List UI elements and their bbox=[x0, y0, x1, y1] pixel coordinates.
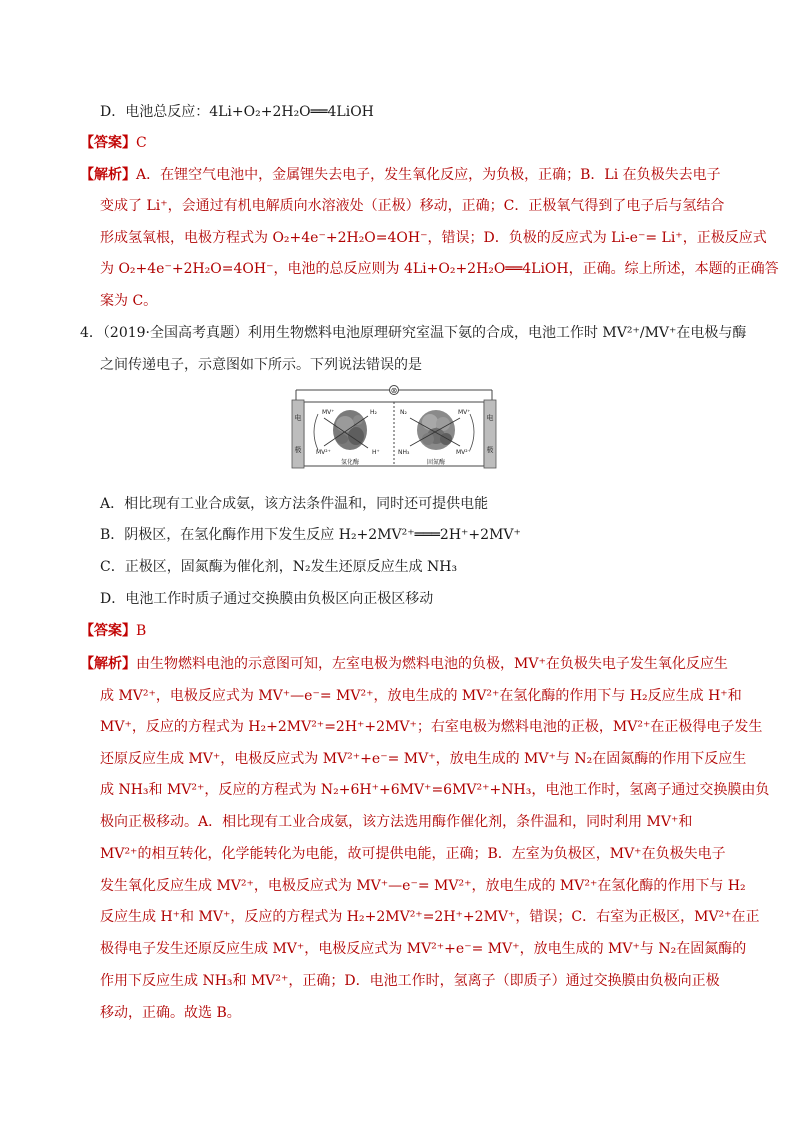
species-label: H⁺ bbox=[372, 449, 380, 456]
electrode-char: 极 bbox=[294, 446, 302, 454]
analysis-line: 作用下反应生成 NH₃和 MV²⁺，正确；D．电池工作时，氢离子（即质子）通过交换膜由负极向正极 bbox=[100, 973, 720, 989]
right-electrode bbox=[484, 400, 496, 468]
analysis-line: MV²⁺的相互转化，化学能转化为电能，故可提供电能，正确；B．左室为负极区，MV⁺在负极失电子 bbox=[100, 846, 726, 862]
q3-answer bbox=[80, 133, 147, 153]
q4-answer bbox=[80, 621, 146, 641]
analysis-line: 反应生成 H⁺和 MV⁺，反应的方程式为 H₂+2MV²⁺=2H⁺+2MV⁺，错误；C．右室为正极区，MV²⁺在正 bbox=[100, 909, 760, 925]
enzyme-label: 氢化酶 bbox=[340, 459, 360, 466]
analysis-line: 由生物燃料电池的示意图可知，左室电极为燃料电池的负极，MV⁺在负极失电子发生氧化反应生 bbox=[136, 656, 728, 672]
analysis-line: 形成氢氧根，电极方程式为 O₂+4e⁻+2H₂O=4OH⁻，错误；D．负极的反应式为 Li-e⁻= Li⁺，正极反应式 bbox=[100, 230, 767, 246]
species-label: MV²⁺ bbox=[456, 449, 471, 456]
q4-option-b: B．阴极区，在氢化酶作用下发生反应 H₂+2MV²⁺═══2H⁺+2MV⁺ bbox=[100, 527, 521, 543]
meter-symbol: ⊗ bbox=[390, 386, 398, 395]
analysis-line: 成 NH₃和 MV²⁺，反应的方程式为 N₂+6H⁺+6MV⁺=6MV²⁺+NH₃，电池工作时，氢离子通过交换膜由负 bbox=[100, 782, 770, 798]
q4-option-a: A．相比现有工业合成氨，该方法条件温和，同时还可提供电能 bbox=[100, 496, 489, 512]
q4-option-c: C．正极区，固氮酶为催化剂，N₂发生还原反应生成 NH₃ bbox=[100, 559, 458, 575]
fuel-cell-diagram bbox=[290, 384, 498, 472]
q3-analysis bbox=[80, 165, 721, 185]
electrode-char: 电 bbox=[294, 414, 302, 422]
answer-value: B bbox=[136, 623, 147, 639]
q4-option-d: D．电池工作时质子通过交换膜由负极区向正极区移动 bbox=[100, 591, 434, 607]
analysis-tag: 【解析】 bbox=[80, 167, 136, 183]
q4-analysis bbox=[80, 654, 728, 674]
analysis-line: 移动，正确。故选 B。 bbox=[100, 1005, 241, 1021]
left-electrode bbox=[292, 400, 304, 468]
species-label: N₂ bbox=[400, 409, 407, 416]
species-label: MV⁺ bbox=[458, 409, 471, 416]
enzyme-label: 固氮酶 bbox=[426, 459, 446, 466]
q4-stem-line: 4．（2019·全国高考真题）利用生物燃料电池原理研究室温下氨的合成，电池工作时 MV²⁺/MV⁺在电极与酶 bbox=[80, 325, 747, 341]
answer-tag: 【答案】 bbox=[80, 135, 136, 151]
analysis-tag: 【解析】 bbox=[80, 656, 136, 672]
q3-option-d: D．电池总反应：4Li+O₂+2H₂O══4LiOH bbox=[100, 104, 374, 120]
analysis-line: 变成了 Li⁺，会通过有机电解质向水溶液处（正极）移动，正确；C．正极氧气得到了电子后与氢结合 bbox=[100, 198, 725, 214]
answer-value: C bbox=[136, 135, 147, 151]
analysis-line: 成 MV²⁺，电极反应式为 MV⁺—e⁻= MV²⁺，放电生成的 MV²⁺在氢化酶的作用下与 H₂反应生成 H⁺和 bbox=[100, 688, 742, 704]
electrode-char: 极 bbox=[486, 446, 494, 454]
species-label: MV⁺ bbox=[322, 409, 335, 416]
analysis-line: 发生氧化反应生成 MV²⁺，电极反应式为 MV⁺—e⁻= MV²⁺，放电生成的 MV²⁺在氢化酶的作用下与 H₂ bbox=[100, 878, 746, 894]
analysis-line: 极得电子发生还原反应生成 MV⁺，电极反应式为 MV²⁺+e⁻= MV⁺，放电生成的 MV⁺与 N₂在固氮酶的 bbox=[100, 941, 747, 957]
nitrogenase-enzyme bbox=[417, 410, 455, 450]
electrode-char: 电 bbox=[486, 414, 494, 422]
answer-tag: 【答案】 bbox=[80, 623, 136, 639]
analysis-line: 案为 C。 bbox=[100, 293, 158, 309]
analysis-line: 极向正极移动。A．相比现有工业合成氨，该方法选用酶作催化剂，条件温和，同时利用 MV⁺和 bbox=[100, 814, 693, 830]
species-label: H₂ bbox=[370, 409, 377, 416]
analysis-line: MV⁺，反应的方程式为 H₂+2MV²⁺=2H⁺+2MV⁺；右室电极为燃料电池的正极，MV²⁺在正极得电子发生 bbox=[100, 719, 763, 735]
species-label: NH₃ bbox=[398, 449, 410, 456]
q4-stem-line: 之间传递电子，示意图如下所示。下列说法错误的是 bbox=[100, 357, 422, 373]
analysis-line: A．在锂空气电池中，金属锂失去电子，发生氧化反应，为负极，正确；B．Li 在负极失去电子 bbox=[136, 167, 721, 183]
analysis-line: 还原反应生成 MV⁺，电极反应式为 MV²⁺+e⁻= MV⁺，放电生成的 MV⁺与 N₂在固氮酶的作用下反应生 bbox=[100, 751, 747, 767]
analysis-line: 为 O₂+4e⁻+2H₂O=4OH⁻，电池的总反应则为 4Li+O₂+2H₂O══4LiOH，正确。综上所述，本题的正确答 bbox=[100, 261, 779, 277]
species-label: MV²⁺ bbox=[316, 449, 331, 456]
